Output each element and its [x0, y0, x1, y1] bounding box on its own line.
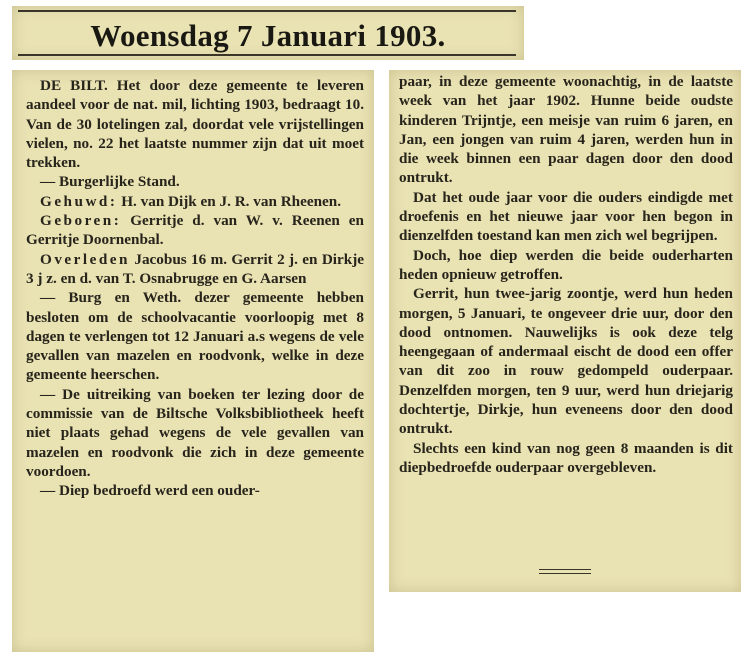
grief-paragraph-start: — Diep bedroefd werd een ouder-	[40, 482, 260, 500]
new-year-paragraph: Dat het oude jaar voor die ouders eindigde met droefenis en het nieuwe jaar voor hen begon in dienzelfden toestand kan men zich wel begrijpen.	[399, 188, 733, 245]
left-column-text	[26, 76, 364, 501]
header-bottom-rule	[18, 54, 516, 56]
surviving-child-paragraph: Slechts een kind van nog geen 8 maanden is dit diepbedroefde ouderpaar overgebleven.	[399, 439, 733, 476]
deceased-text: Jacobus 16 m. Gerrit 2 j. en Dirkje 3 j z. en d. van T. Osnabrugge en G. Aarsen	[26, 250, 364, 287]
born-text: Gerritje d. van W. v. Reenen en Gerritje Doornenbal.	[26, 212, 364, 249]
born-entry	[26, 211, 364, 250]
school-holiday-paragraph: — Burg en Weth. dezer gemeente hebben besloten om de schoolvacantie voorloopig met 8 dagen te verlengen tot 12 Januari a.s wegens de vele gevallen van mazelen en roodvonk, welke in deze gemeente heerschen.	[26, 289, 364, 384]
deceased-label: Overleden	[40, 250, 130, 268]
married-text: H. van Dijk en J. R. van Rheenen.	[117, 192, 342, 210]
married-label: Gehuwd:	[40, 192, 118, 210]
header-top-rule	[18, 10, 516, 12]
article-de-bilt-lichting: DE BILT. Het door deze gemeente te leveren aandeel voor de nat. mil, lichting 1903, bedraagt 10. Van de 30 lotelingen zal, doordat vele vrijstellingen vielen, no. 22 het laatste nummer zijn dat uit moet trekken.	[26, 77, 364, 172]
end-of-article-rule	[539, 569, 591, 574]
married-entry	[26, 192, 364, 211]
burgerlijke-stand-heading: — Burgerlijke Stand.	[40, 173, 180, 191]
deceased-entry	[26, 250, 364, 289]
left-column-clipping	[12, 70, 374, 652]
date-header	[12, 6, 524, 60]
gerrit-dirkje-paragraph: Gerrit, hun twee-jarig zoontje, werd hun heden morgen, 5 Januari, te ongeveer drie uur, door den dood ontnomen. Nauwelijks is ook deze telg heengegaan of andermaal eischt de dood een offer van dit zoo in rouw gedompeld ouderpaar. Denzelfden morgen, ten 9 uur, werd hun driejarig dochtertje, Dirkje, hun eveneens door den dood ontrukt.	[399, 285, 733, 438]
right-column-text	[399, 72, 733, 477]
hearts-struck-paragraph: Doch, hoe diep werden die beide ouderharten heden opnieuw getroffen.	[399, 246, 733, 283]
grief-paragraph-continued: paar, in deze gemeente woonachtig, in de laatste week van het jaar 1902. Hunne beide oudste kinderen Trijntje, een meisje van ruim 6 jaren, en Jan, een jongen van ruim 4 jaren, werden hun in die week binnen een paar dagen door den dood ontrukt.	[399, 73, 733, 187]
born-label: Geboren:	[40, 212, 122, 230]
page-title: Woensdag 7 Januari 1903.	[90, 18, 446, 53]
library-paragraph: — De uitreiking van boeken ter lezing door de commissie van de Biltsche Volksbibliotheek heeft niet plaats gehad wegens de vele gevallen van mazelen en roodvonk die zich in deze gemeente voordoen.	[26, 385, 364, 480]
right-column-clipping	[389, 70, 741, 592]
